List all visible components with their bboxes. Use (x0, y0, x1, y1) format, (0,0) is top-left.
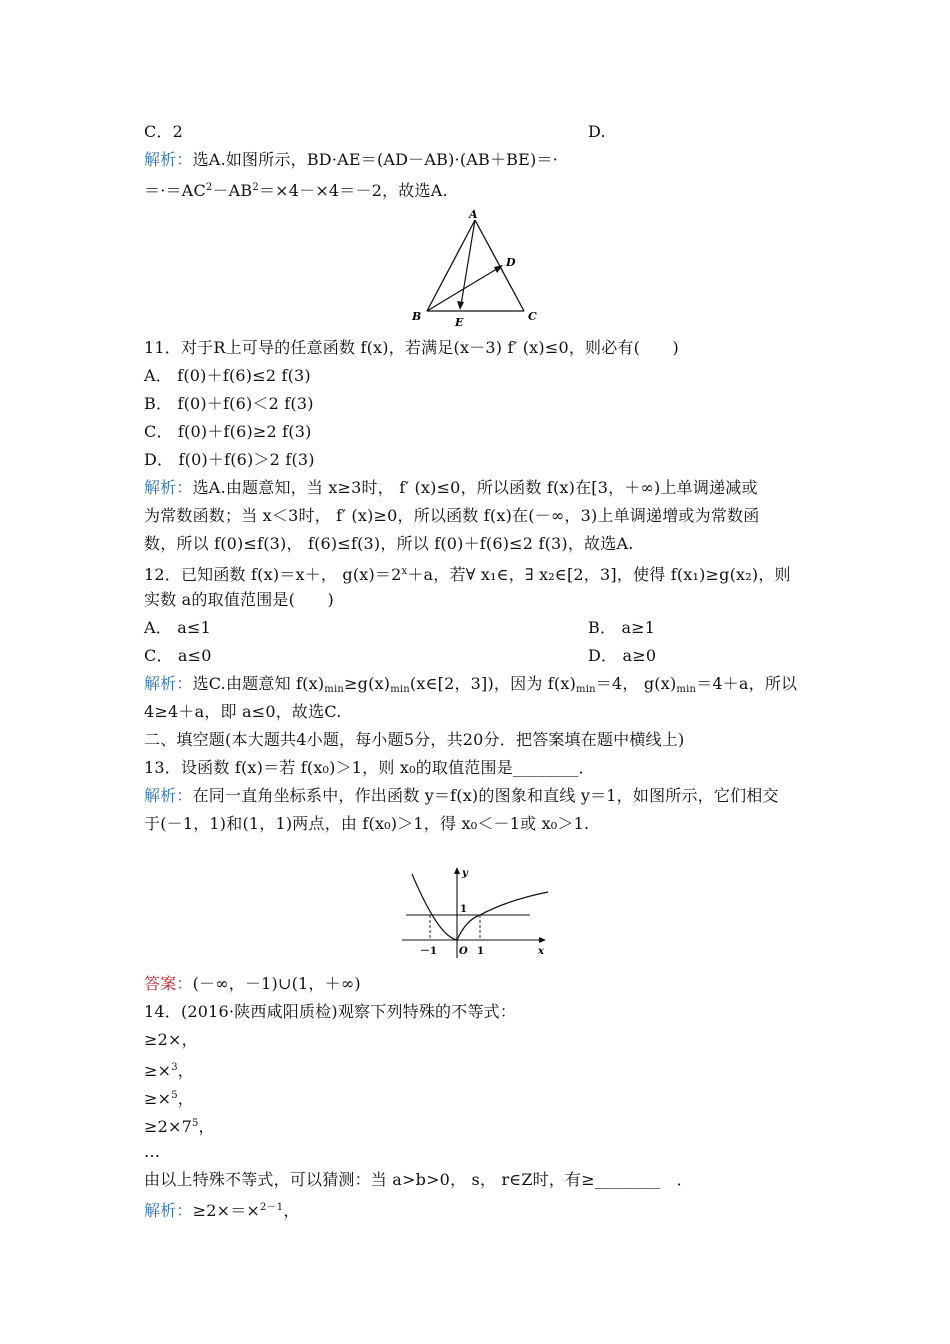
q10-option-c: C．2 (144, 122, 184, 141)
q10-option-d: D. (588, 122, 606, 141)
q13-analysis-line-2: 于(－1，1)和(1，1)两点，由 f(x₀)＞1，得 x₀＜－1或 x₀＞1. (144, 814, 590, 833)
q10-analysis-line-2 (144, 177, 448, 202)
q10-analysis-text-2b: －AB (212, 181, 253, 200)
label-y: y (462, 868, 468, 879)
q14-inequality-2 (144, 1057, 194, 1082)
label-b: B (412, 310, 422, 323)
q10-options-row (144, 121, 606, 143)
q11-stem: 11．对于R上可导的任意函数 f(x)，若满足(x－3) f′ (x)≤0，则必有( ) (144, 338, 679, 357)
superscript: 3 (171, 1062, 178, 1073)
q11-analysis-line-1 (144, 477, 758, 499)
q11-analysis-line-3: 数，所以 f(0)≤f(3)， f(6)≤f(3)，所以 f(0)＋f(6)≤2 f(3)，故选A. (144, 534, 634, 553)
subscript: min (390, 684, 410, 695)
label-pos-one: 1 (477, 946, 484, 957)
q12-stem-text-b: ＋a，若∀ x₁∈，∃ x₂∈[2，3]，使得 f(x₁)≥g(x₂)，则 (407, 565, 791, 584)
superscript: x (401, 566, 408, 577)
q14-ineq4-text: ≥2×7 (144, 1117, 192, 1136)
label-x: x (538, 946, 544, 957)
q10-analysis-text-2c: ＝×4－×4＝－2，故选A. (258, 181, 448, 200)
superscript: 2 (252, 182, 259, 193)
label-a: A (469, 208, 478, 221)
analysis-label: 解析： (144, 478, 193, 497)
q10-analysis-text-1: 选A.如图所示，BD·AE＝(AD－AB)·(AB＋BE)＝· (192, 150, 558, 169)
label-d: D (506, 256, 516, 269)
q14-inequality-1: ≥2×， (144, 1030, 198, 1049)
x-axis-arrow (539, 937, 546, 943)
q13-stem: 13．设函数 f(x)＝若 f(x₀)＞1，则 x₀的取值范围是________． (144, 758, 595, 777)
q14-ineq3-tail: ， (177, 1089, 194, 1108)
triangle-figure (405, 208, 555, 333)
q14-guess: 由以上特殊不等式，可以猜测：当 a>b>0， s， r∈Z时，有≥________ ． (144, 1170, 693, 1189)
curve-left-branch (412, 874, 457, 940)
analysis-label: 解析： (144, 786, 193, 805)
q12-analysis-text-a: 选C.由题意知 f(x) (192, 674, 325, 693)
superscript: 5 (171, 1090, 178, 1101)
q12-analysis-text-b: ≥g(x) (344, 674, 391, 693)
q14-analysis-text: ≥2×＝× (192, 1201, 261, 1220)
function-graph (398, 862, 558, 962)
q12-options-row-2 (144, 645, 657, 667)
q13-analysis-line-1 (144, 785, 779, 807)
answer-label: 答案： (144, 974, 193, 993)
q14-ineq3-text: ≥× (144, 1089, 172, 1108)
q12-stem-text-a: 12．已知函数 f(x)＝x＋， g(x)＝2 (144, 565, 402, 584)
q10-analysis-line-1 (144, 149, 558, 171)
subscript: min (324, 684, 345, 695)
label-e: E (455, 316, 464, 329)
q14-ineq2-text: ≥× (144, 1061, 172, 1080)
q14-analysis-line (144, 1197, 300, 1222)
q13-analysis-text-1: 在同一直角坐标系中，作出函数 y＝f(x)的图象和直线 y＝1，如图所示，它们相交 (192, 786, 779, 805)
label-neg-one: －1 (420, 946, 437, 957)
label-c: C (528, 310, 537, 323)
q14-stem: 14．(2016·陕西咸阳质检)观察下列特殊的不等式： (144, 1002, 517, 1021)
q14-ineq2-tail: ， (177, 1061, 194, 1080)
q12-analysis-line-1 (144, 673, 797, 701)
q12-stem-line-1 (144, 561, 791, 586)
q12-analysis-line-2: 4≥4＋a，即 a≤0，故选C. (144, 702, 342, 721)
superscript: 2 (205, 182, 213, 193)
q10-analysis-text-2a: ＝·＝AC (144, 181, 206, 200)
q14-analysis-tail: ， (283, 1201, 300, 1220)
q11-option-d: D． f(0)＋f(6)＞2 f(3) (144, 450, 315, 469)
analysis-label: 解析： (144, 1201, 193, 1220)
q11-analysis-line-2: 为常数函数；当 x＜3时， f′ (x)≥0，所以函数 f(x)在(－∞，3)上单调递增或为常数函 (144, 506, 760, 525)
q11-analysis-text-1: 选A.由题意知，当 x≥3时， f′ (x)≤0，所以函数 f(x)在[3，＋∞)上单调递减或 (192, 478, 758, 497)
q12-stem-line-2: 实数 a的取值范围是( ) (144, 590, 334, 609)
q14-inequality-3 (144, 1085, 194, 1110)
q12-options-row-1 (144, 617, 656, 639)
label-one: 1 (460, 904, 467, 915)
y-axis-arrow (454, 867, 460, 874)
side-ac (475, 220, 524, 311)
curve-right-branch (457, 892, 548, 940)
q12-analysis-text-c: (x∈[2，3])，因为 f(x) (409, 674, 577, 693)
q11-option-a: A． f(0)＋f(6)≤2 f(3) (144, 366, 311, 385)
q14-ellipsis: … (144, 1142, 161, 1161)
arrow-head-e (457, 301, 464, 310)
analysis-label: 解析： (144, 674, 193, 693)
q11-option-b: B． f(0)＋f(6)＜2 f(3) (144, 394, 314, 413)
superscript: 5 (191, 1118, 199, 1129)
q13-answer-line (144, 973, 361, 995)
q13-answer: (－∞，－1)∪(1，＋∞) (192, 974, 361, 993)
q12-option-b: B． a≥1 (588, 618, 656, 637)
q14-ineq4-tail: ， (198, 1117, 215, 1136)
q12-analysis-text-e: ＝4＋a，所以 (696, 674, 798, 693)
q12-option-a: A． a≤1 (144, 618, 211, 637)
q14-inequality-4 (144, 1113, 215, 1138)
q12-analysis-text-d: ＝4， g(x) (595, 674, 677, 693)
label-origin: O (459, 946, 468, 957)
subscript: min (576, 684, 596, 695)
superscript: 2－1 (260, 1202, 284, 1213)
section-heading: 二、填空题(本大题共4小题，每小题5分，共20分．把答案填在题中横线上) (144, 730, 685, 749)
q11-option-c: C． f(0)＋f(6)≥2 f(3) (144, 422, 312, 441)
q12-option-c: C． a≤0 (144, 646, 212, 665)
subscript: min (676, 684, 697, 695)
analysis-label: 解析： (144, 150, 193, 169)
q12-option-d: D． a≥0 (588, 646, 657, 665)
